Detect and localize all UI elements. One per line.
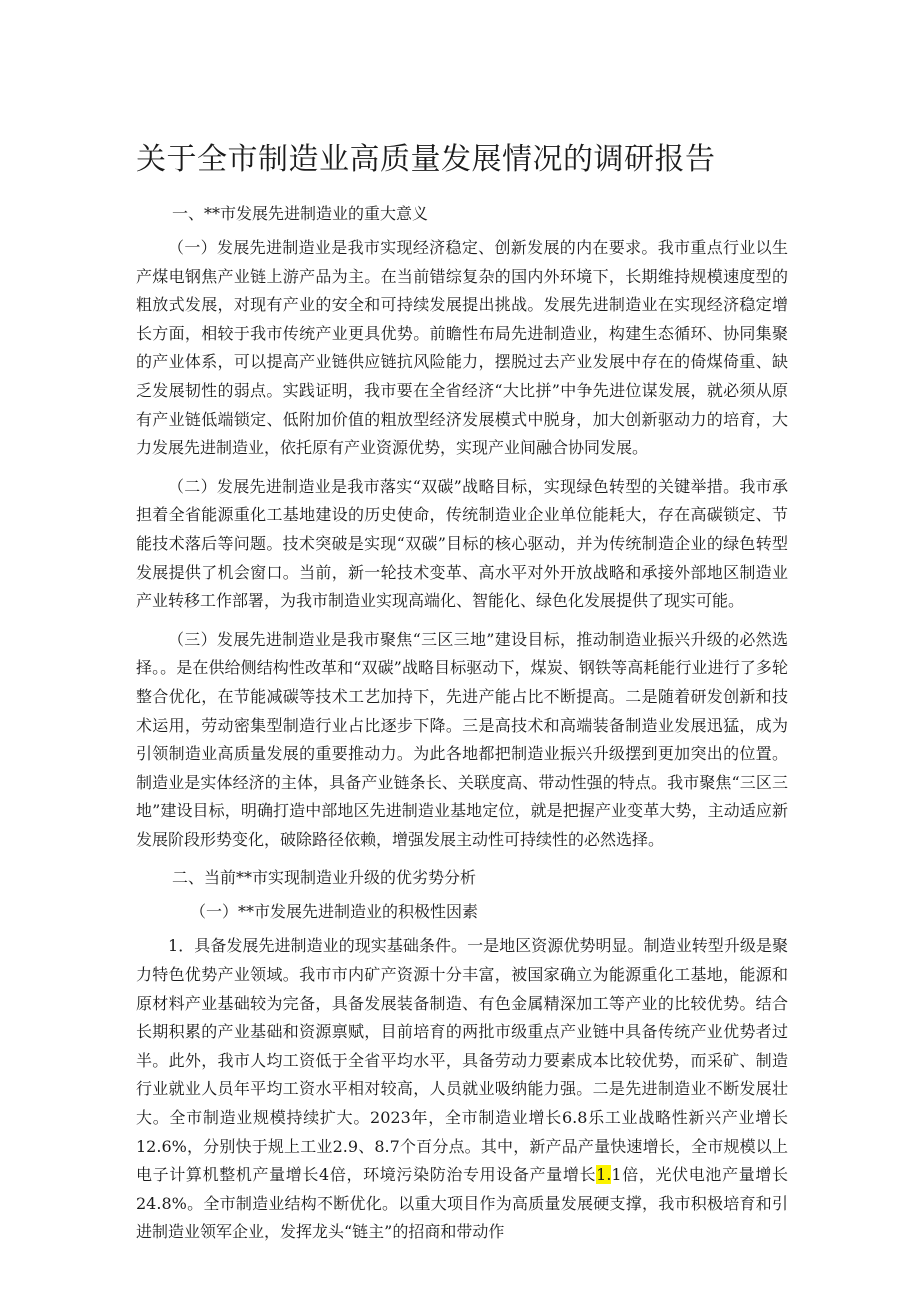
paragraph-text: 1倍，光伏电池产量增长24.8%。全市制造业结构不断优化。以重大项目作为高质量发展硬支撑，我市积极培育和引进制造业领军企业，发挥龙头“链主”的招商和带动作: [136, 1165, 788, 1242]
subsection-heading: （一）**市发展先进制造业的积极性因素: [190, 902, 479, 922]
paragraph-text: 1．具备发展先进制造业的现实基础条件。一是地区资源优势明显。制造业转型升级是聚力特色优势产业领域。我市市内矿产资源十分丰富，被国家确立为能源重化工基地，能源和原材料产业基础较为完备，具备发展装备制造、有色金属精深加工等产业的比较优势。结合长期积累的产业基础和资源禀赋，目前培育的两批市级重点产业链中具备传统产业优势者过半。此外，我市人均工资低于全省平均水平，具备劳动力要素成本比较优势，而采矿、制造行业就业人员年平均工资水平相对较高，人员就业吸纳能力强。二是先进制造业不断发展壮大。全市制造业规模持续扩大。2023年，全市制造业增长6.8乐工业战略性新兴产业增长12.6%，分别快于规上工业2.9、8.7个百分点。其中，新产品产量快速增长，全市规模以上电子计算机整机产量增长4倍，环境污染防治专用设备产量增长: [136, 936, 788, 1185]
document-title: 关于全市制造业高质量发展情况的调研报告: [136, 142, 716, 177]
section-heading-1: 一、**市发展先进制造业的重大意义: [172, 204, 429, 223]
paragraph: （二）发展先进制造业是我市落实“双碳”战略目标，实现绿色转型的关键举措。我市承担着全省能源重化工基地建设的历史使命，传统制造业企业单位能耗大，存在高碳锁定、节能技术落后等问题。技术突破是实现“双碳”目标的核心驱动，并为传统制造企业的绿色转型发展提供了机会窗口。当前，新一轮技术变革、高水平对外开放战略和承接外部地区制造业产业转移工作部署，为我市制造业实现高端化、智能化、绿色化发展提供了现实可能。: [136, 476, 788, 611]
paragraph: [136, 932, 788, 1247]
document-body: [136, 200, 788, 1257]
section-heading-2: 二、当前**市实现制造业升级的优劣势分析: [172, 868, 477, 888]
highlighted-text: 1.: [596, 1165, 612, 1185]
paragraph: （三）发展先进制造业是我市聚焦“三区三地”建设目标，推动制造业振兴升级的必然选择。。是在供给侧结构性改革和“双碳”战略目标驱动下，煤炭、钢铁等高耗能行业进行了多轮整合优化，在节能减碳等技术工艺加持下，先进产能占比不断提高。二是随着研发创新和技术运用，劳动密集型制造行业占比逐步下降。三是高技术和高端装备制造业发展迅猛，成为引领制造业高质量发展的重要推动力。为此各地都把制造业振兴升级摆到更加突出的位置。制造业是实体经济的主体，具备产业链条长、关联度高、带动性强的特点。我市聚焦“三区三地”建设目标，明确打造中部地区先进制造业基地定位，就是把握产业变革大势，主动适应新发展阶段形势变化，破除路径依赖，增强发展主动性可持续性的必然选择。: [136, 629, 788, 849]
paragraph: （一）发展先进制造业是我市实现经济稳定、创新发展的内在要求。我市重点行业以生产煤电钢焦产业链上游产品为主。在当前错综复杂的国内外环境下，长期维持规模速度型的粗放式发展，对现有产业的安全和可持续发展提出挑战。发展先进制造业在实现经济稳定增长方面，相较于我市传统产业更具优势。前瞻性布局先进制造业，构建生态循环、协同集聚的产业体系，可以提高产业链供应链抗风险能力，摆脱过去产业发展中存在的倚煤倚重、缺乏发展韧性的弱点。实践证明，我市要在全省经济“大比拼”中争先进位谋发展，就必须从原有产业链低端锁定、低附加价值的粗放型经济发展模式中脱身，加大创新驱动力的培育，大力发展先进制造业，依托原有产业资源优势，实现产业间融合协同发展。: [136, 238, 788, 458]
